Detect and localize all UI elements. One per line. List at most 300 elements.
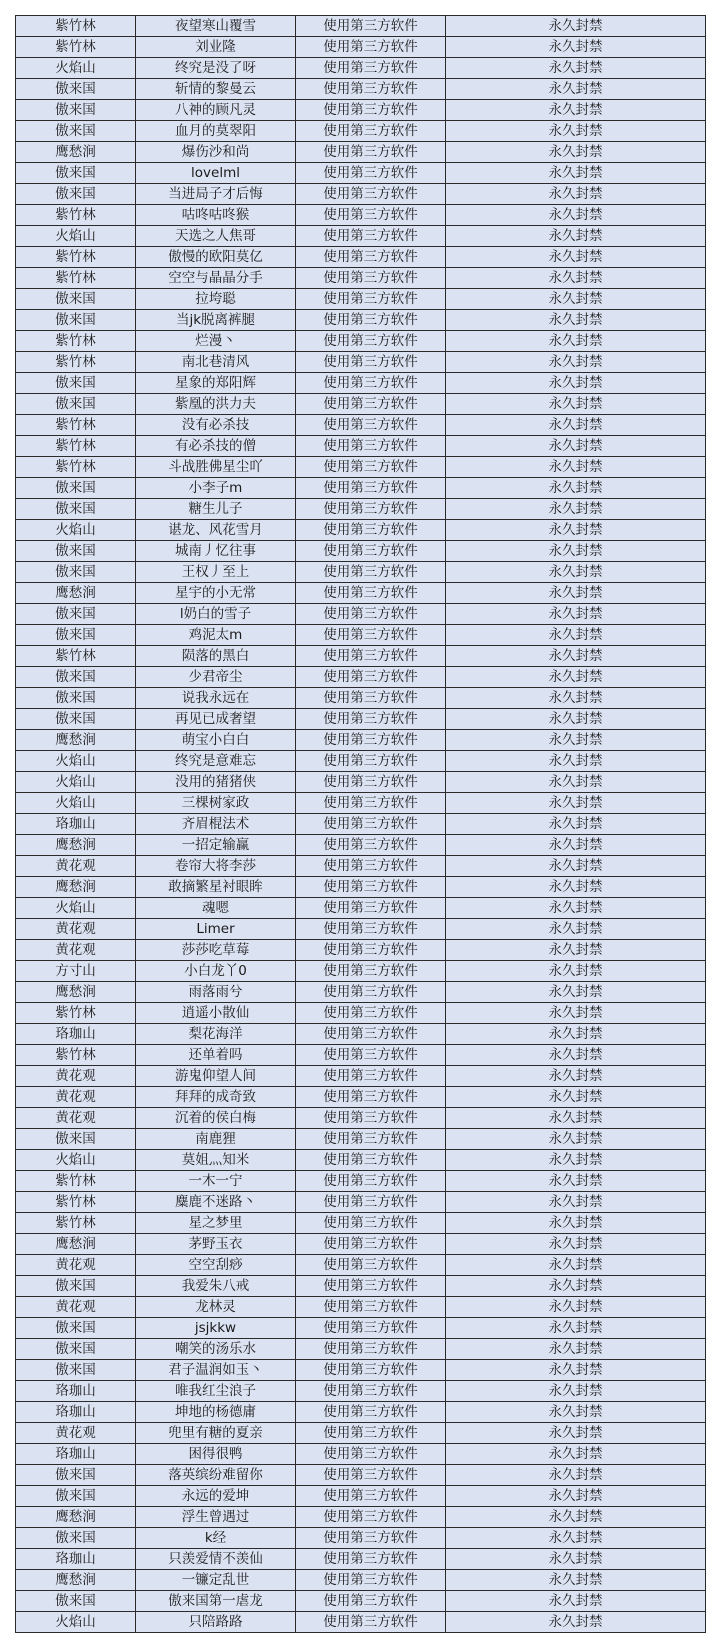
server-cell: 紫竹林 [16,352,136,373]
penalty-cell: 永久封禁 [446,1486,706,1507]
table-row [16,940,706,961]
table-row [16,373,706,394]
server-cell: 珞珈山 [16,1024,136,1045]
penalty-cell: 永久封禁 [446,1276,706,1297]
penalty-cell: 永久封禁 [446,1192,706,1213]
violation-reason-cell: 使用第三方软件 [296,436,446,457]
player-name-cell: 王权丿至上 [136,562,296,583]
player-name-cell: 烂漫丶 [136,331,296,352]
violation-reason-cell: 使用第三方软件 [296,709,446,730]
server-cell: 紫竹林 [16,247,136,268]
server-cell: 方寸山 [16,961,136,982]
penalty-cell: 永久封禁 [446,961,706,982]
server-cell: 紫竹林 [16,268,136,289]
player-name-cell: 傲慢的欧阳莫亿 [136,247,296,268]
player-name-cell: 没用的猪猪侠 [136,772,296,793]
server-cell: 火焰山 [16,1150,136,1171]
violation-reason-cell: 使用第三方软件 [296,730,446,751]
player-name-cell: 兜里有糖的夏亲 [136,1423,296,1444]
violation-reason-cell: 使用第三方软件 [296,1150,446,1171]
server-cell: 黄花观 [16,1255,136,1276]
server-cell: 傲来国 [16,1318,136,1339]
penalty-cell: 永久封禁 [446,1255,706,1276]
penalty-cell: 永久封禁 [446,1318,706,1339]
penalty-cell: 永久封禁 [446,793,706,814]
table-row [16,898,706,919]
violation-reason-cell: 使用第三方软件 [296,100,446,121]
server-cell: 黄花观 [16,940,136,961]
server-cell: 傲来国 [16,79,136,100]
player-name-cell: 血月的莫翠阳 [136,121,296,142]
violation-reason-cell: 使用第三方软件 [296,877,446,898]
server-cell: 火焰山 [16,751,136,772]
table-row [16,478,706,499]
table-row [16,226,706,247]
violation-reason-cell: 使用第三方软件 [296,835,446,856]
violation-reason-cell: 使用第三方软件 [296,898,446,919]
penalty-cell: 永久封禁 [446,331,706,352]
violation-reason-cell: 使用第三方软件 [296,520,446,541]
table-row [16,1024,706,1045]
server-cell: 珞珈山 [16,1402,136,1423]
table-row [16,1087,706,1108]
penalty-cell: 永久封禁 [446,1003,706,1024]
server-cell: 紫竹林 [16,1213,136,1234]
server-cell: 傲来国 [16,1486,136,1507]
violation-reason-cell: 使用第三方软件 [296,478,446,499]
server-cell: 傲来国 [16,121,136,142]
server-cell: 紫竹林 [16,16,136,37]
table-row [16,1318,706,1339]
violation-reason-cell: 使用第三方软件 [296,1465,446,1486]
server-cell: 紫竹林 [16,1192,136,1213]
penalty-cell: 永久封禁 [446,814,706,835]
penalty-cell: 永久封禁 [446,1150,706,1171]
table-row [16,562,706,583]
player-name-cell: 小白龙丫0 [136,961,296,982]
player-name-cell: 说我永远在 [136,688,296,709]
server-cell: 鹰愁涧 [16,730,136,751]
table-row [16,394,706,415]
violation-reason-cell: 使用第三方软件 [296,1087,446,1108]
table-row [16,1339,706,1360]
server-cell: 紫竹林 [16,646,136,667]
server-cell: 鹰愁涧 [16,1570,136,1591]
server-cell: 火焰山 [16,226,136,247]
table-row [16,37,706,58]
penalty-cell: 永久封禁 [446,898,706,919]
server-cell: 黄花观 [16,1066,136,1087]
player-name-cell: 天选之人焦哥 [136,226,296,247]
violation-reason-cell: 使用第三方软件 [296,1570,446,1591]
table-row [16,793,706,814]
server-cell: 珞珈山 [16,814,136,835]
penalty-cell: 永久封禁 [446,856,706,877]
player-name-cell: 只陪路路 [136,1612,296,1633]
table-row [16,646,706,667]
violation-reason-cell: 使用第三方软件 [296,772,446,793]
player-name-cell: 还单着吗 [136,1045,296,1066]
penalty-cell: 永久封禁 [446,562,706,583]
player-name-cell: 刘业隆 [136,37,296,58]
violation-reason-cell: 使用第三方软件 [296,79,446,100]
table-row [16,205,706,226]
penalty-cell: 永久封禁 [446,772,706,793]
penalty-cell: 永久封禁 [446,583,706,604]
player-name-cell: 沉着的侯白梅 [136,1108,296,1129]
player-name-cell: 星之梦里 [136,1213,296,1234]
violation-reason-cell: 使用第三方软件 [296,1129,446,1150]
penalty-cell: 永久封禁 [446,688,706,709]
violation-reason-cell: 使用第三方软件 [296,457,446,478]
player-name-cell: 我爱朱八戒 [136,1276,296,1297]
table-row [16,1360,706,1381]
ban-list-table [15,15,706,1633]
table-row [16,667,706,688]
table-row [16,1003,706,1024]
server-cell: 傲来国 [16,667,136,688]
player-name-cell: 南北巷清风 [136,352,296,373]
penalty-cell: 永久封禁 [446,709,706,730]
player-name-cell: 当进局子才后悔 [136,184,296,205]
violation-reason-cell: 使用第三方软件 [296,604,446,625]
table-row [16,1045,706,1066]
table-row [16,268,706,289]
violation-reason-cell: 使用第三方软件 [296,940,446,961]
table-row [16,982,706,1003]
table-row [16,1402,706,1423]
violation-reason-cell: 使用第三方软件 [296,310,446,331]
player-name-cell: 莫姐灬知米 [136,1150,296,1171]
player-name-cell: 城南丿忆往事 [136,541,296,562]
penalty-cell: 永久封禁 [446,1213,706,1234]
server-cell: 傲来国 [16,184,136,205]
penalty-cell: 永久封禁 [446,940,706,961]
table-row [16,772,706,793]
player-name-cell: 没有必杀技 [136,415,296,436]
player-name-cell: jsjkkw [136,1318,296,1339]
table-row [16,1255,706,1276]
player-name-cell: 空空与晶晶分手 [136,268,296,289]
player-name-cell: 八神的顾凡灵 [136,100,296,121]
table-row [16,457,706,478]
violation-reason-cell: 使用第三方软件 [296,289,446,310]
server-cell: 鹰愁涧 [16,142,136,163]
player-name-cell: k经 [136,1528,296,1549]
server-cell: 黄花观 [16,856,136,877]
penalty-cell: 永久封禁 [446,1528,706,1549]
penalty-cell: 永久封禁 [446,751,706,772]
player-name-cell: 斗战胜佛星尘吖 [136,457,296,478]
table-row [16,541,706,562]
violation-reason-cell: 使用第三方软件 [296,562,446,583]
penalty-cell: 永久封禁 [446,1612,706,1633]
violation-reason-cell: 使用第三方软件 [296,373,446,394]
table-row [16,877,706,898]
player-name-cell: 南鹿狸 [136,1129,296,1150]
player-name-cell: 爆伤沙和尚 [136,142,296,163]
table-row [16,961,706,982]
table-row [16,919,706,940]
penalty-cell: 永久封禁 [446,142,706,163]
violation-reason-cell: 使用第三方软件 [296,1192,446,1213]
penalty-cell: 永久封禁 [446,16,706,37]
violation-reason-cell: 使用第三方软件 [296,625,446,646]
table-row [16,583,706,604]
server-cell: 黄花观 [16,919,136,940]
server-cell: 紫竹林 [16,1045,136,1066]
player-name-cell: 终究是没了呀 [136,58,296,79]
table-row [16,331,706,352]
violation-reason-cell: 使用第三方软件 [296,142,446,163]
server-cell: 紫竹林 [16,457,136,478]
penalty-cell: 永久封禁 [446,1108,706,1129]
penalty-cell: 永久封禁 [446,1570,706,1591]
violation-reason-cell: 使用第三方软件 [296,37,446,58]
server-cell: 傲来国 [16,541,136,562]
violation-reason-cell: 使用第三方软件 [296,1549,446,1570]
table-row [16,1297,706,1318]
server-cell: 珞珈山 [16,1444,136,1465]
player-name-cell: 再见已成奢望 [136,709,296,730]
player-name-cell: 敢摘繁星衬眼眸 [136,877,296,898]
violation-reason-cell: 使用第三方软件 [296,247,446,268]
penalty-cell: 永久封禁 [446,667,706,688]
player-name-cell: 傲来国第一虐龙 [136,1591,296,1612]
table-row [16,415,706,436]
player-name-cell: lovelml [136,163,296,184]
server-cell: 鹰愁涧 [16,1507,136,1528]
violation-reason-cell: 使用第三方软件 [296,268,446,289]
server-cell: 紫竹林 [16,1003,136,1024]
server-cell: 傲来国 [16,289,136,310]
penalty-cell: 永久封禁 [446,37,706,58]
player-name-cell: 嘲笑的汤乐水 [136,1339,296,1360]
penalty-cell: 永久封禁 [446,1591,706,1612]
player-name-cell: 陨落的黑白 [136,646,296,667]
player-name-cell: 三棵树家政 [136,793,296,814]
player-name-cell: 终究是意难忘 [136,751,296,772]
player-name-cell: 谌龙、风花雪月 [136,520,296,541]
penalty-cell: 永久封禁 [446,1381,706,1402]
player-name-cell: 卷帘大将李莎 [136,856,296,877]
table-row [16,1528,706,1549]
table-row [16,1234,706,1255]
player-name-cell: 拜拜的成奇致 [136,1087,296,1108]
violation-reason-cell: 使用第三方软件 [296,1360,446,1381]
server-cell: 傲来国 [16,100,136,121]
penalty-cell: 永久封禁 [446,877,706,898]
penalty-cell: 永久封禁 [446,79,706,100]
table-row [16,247,706,268]
server-cell: 傲来国 [16,1528,136,1549]
ban-list-body [16,16,706,1633]
violation-reason-cell: 使用第三方软件 [296,499,446,520]
table-row [16,520,706,541]
server-cell: 傲来国 [16,373,136,394]
server-cell: 珞珈山 [16,1381,136,1402]
violation-reason-cell: 使用第三方软件 [296,1276,446,1297]
penalty-cell: 永久封禁 [446,1444,706,1465]
player-name-cell: 困得很鸭 [136,1444,296,1465]
table-row [16,1507,706,1528]
violation-reason-cell: 使用第三方软件 [296,1297,446,1318]
player-name-cell: 雨落雨兮 [136,982,296,1003]
penalty-cell: 永久封禁 [446,625,706,646]
player-name-cell: 小李子m [136,478,296,499]
player-name-cell: 唯我红尘浪子 [136,1381,296,1402]
table-row [16,79,706,100]
penalty-cell: 永久封禁 [446,121,706,142]
penalty-cell: 永久封禁 [446,646,706,667]
penalty-cell: 永久封禁 [446,1360,706,1381]
violation-reason-cell: 使用第三方软件 [296,205,446,226]
server-cell: 傲来国 [16,163,136,184]
penalty-cell: 永久封禁 [446,163,706,184]
server-cell: 黄花观 [16,1108,136,1129]
violation-reason-cell: 使用第三方软件 [296,1402,446,1423]
player-name-cell: 一镰定乱世 [136,1570,296,1591]
penalty-cell: 永久封禁 [446,226,706,247]
player-name-cell: 紫凰的洪力夫 [136,394,296,415]
table-row [16,1129,706,1150]
violation-reason-cell: 使用第三方软件 [296,1423,446,1444]
server-cell: 黄花观 [16,1297,136,1318]
penalty-cell: 永久封禁 [446,1402,706,1423]
penalty-cell: 永久封禁 [446,1171,706,1192]
violation-reason-cell: 使用第三方软件 [296,1507,446,1528]
violation-reason-cell: 使用第三方软件 [296,1339,446,1360]
table-row [16,352,706,373]
player-name-cell: 坤地的杨德庸 [136,1402,296,1423]
player-name-cell: 萌宝小白白 [136,730,296,751]
violation-reason-cell: 使用第三方软件 [296,1381,446,1402]
violation-reason-cell: 使用第三方软件 [296,1612,446,1633]
player-name-cell: 莎莎吃草莓 [136,940,296,961]
penalty-cell: 永久封禁 [446,58,706,79]
table-row [16,499,706,520]
table-row [16,604,706,625]
player-name-cell: 魂嗯 [136,898,296,919]
violation-reason-cell: 使用第三方软件 [296,1024,446,1045]
table-row [16,1171,706,1192]
penalty-cell: 永久封禁 [446,919,706,940]
player-name-cell: 茅野玉衣 [136,1234,296,1255]
server-cell: 傲来国 [16,394,136,415]
table-row [16,814,706,835]
server-cell: 火焰山 [16,772,136,793]
penalty-cell: 永久封禁 [446,457,706,478]
table-row [16,1549,706,1570]
violation-reason-cell: 使用第三方软件 [296,415,446,436]
penalty-cell: 永久封禁 [446,1423,706,1444]
table-row [16,1465,706,1486]
penalty-cell: 永久封禁 [446,541,706,562]
violation-reason-cell: 使用第三方软件 [296,541,446,562]
table-row [16,289,706,310]
player-name-cell: 星象的郑阳辉 [136,373,296,394]
table-row [16,142,706,163]
player-name-cell: 逍遥小散仙 [136,1003,296,1024]
player-name-cell: 龙林灵 [136,1297,296,1318]
player-name-cell: 斩情的黎曼云 [136,79,296,100]
server-cell: 火焰山 [16,58,136,79]
table-row [16,436,706,457]
table-row [16,730,706,751]
table-row [16,58,706,79]
player-name-cell: 空空刮痧 [136,1255,296,1276]
server-cell: 黄花观 [16,1087,136,1108]
table-row [16,835,706,856]
violation-reason-cell: 使用第三方软件 [296,226,446,247]
penalty-cell: 永久封禁 [446,1234,706,1255]
server-cell: 傲来国 [16,1591,136,1612]
table-row [16,1213,706,1234]
violation-reason-cell: 使用第三方软件 [296,751,446,772]
table-row [16,1486,706,1507]
violation-reason-cell: 使用第三方软件 [296,331,446,352]
table-row [16,751,706,772]
player-name-cell: 一招定输赢 [136,835,296,856]
violation-reason-cell: 使用第三方软件 [296,16,446,37]
violation-reason-cell: 使用第三方软件 [296,1444,446,1465]
player-name-cell: Limer [136,919,296,940]
server-cell: 鹰愁涧 [16,583,136,604]
server-cell: 傲来国 [16,1276,136,1297]
player-name-cell: 君子温润如玉丶 [136,1360,296,1381]
table-row [16,1423,706,1444]
server-cell: 傲来国 [16,1129,136,1150]
violation-reason-cell: 使用第三方软件 [296,1066,446,1087]
table-row [16,1591,706,1612]
player-name-cell: 浮生曾遇过 [136,1507,296,1528]
table-row [16,1066,706,1087]
server-cell: 火焰山 [16,898,136,919]
penalty-cell: 永久封禁 [446,310,706,331]
table-row [16,121,706,142]
server-cell: 鹰愁涧 [16,877,136,898]
server-cell: 鹰愁涧 [16,835,136,856]
penalty-cell: 永久封禁 [446,1024,706,1045]
violation-reason-cell: 使用第三方软件 [296,1045,446,1066]
player-name-cell: 一木一宁 [136,1171,296,1192]
table-row [16,310,706,331]
player-name-cell: 麋鹿不迷路丶 [136,1192,296,1213]
violation-reason-cell: 使用第三方软件 [296,646,446,667]
violation-reason-cell: 使用第三方软件 [296,961,446,982]
violation-reason-cell: 使用第三方软件 [296,121,446,142]
table-row [16,16,706,37]
server-cell: 黄花观 [16,1423,136,1444]
penalty-cell: 永久封禁 [446,1045,706,1066]
penalty-cell: 永久封禁 [446,1066,706,1087]
violation-reason-cell: 使用第三方软件 [296,1486,446,1507]
penalty-cell: 永久封禁 [446,499,706,520]
table-row [16,1381,706,1402]
player-name-cell: 落英缤纷难留你 [136,1465,296,1486]
table-row [16,856,706,877]
server-cell: 鹰愁涧 [16,982,136,1003]
penalty-cell: 永久封禁 [446,1549,706,1570]
table-row [16,163,706,184]
table-row [16,709,706,730]
penalty-cell: 永久封禁 [446,478,706,499]
violation-reason-cell: 使用第三方软件 [296,856,446,877]
player-name-cell: 游鬼仰望人间 [136,1066,296,1087]
penalty-cell: 永久封禁 [446,1297,706,1318]
violation-reason-cell: 使用第三方软件 [296,667,446,688]
server-cell: 紫竹林 [16,436,136,457]
